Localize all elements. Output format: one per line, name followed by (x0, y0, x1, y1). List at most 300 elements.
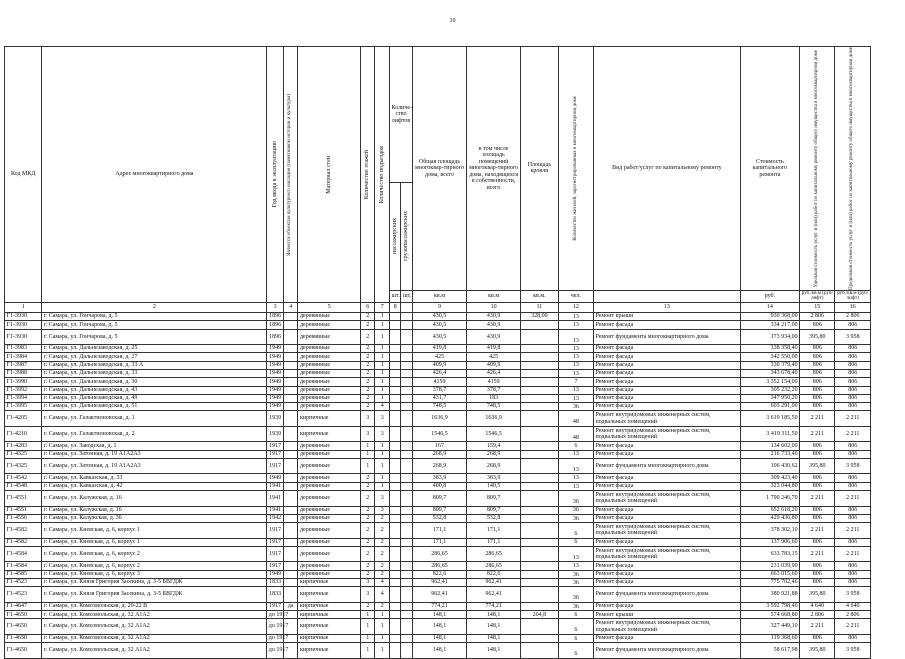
cell-residents: 13 (558, 458, 593, 474)
cell-cost: 343 678,40 (740, 369, 799, 377)
cell-total-area: 425 (412, 353, 466, 361)
cell-residents: 48 (558, 426, 593, 442)
cell-elev-f (401, 369, 412, 377)
cell-residents: 6 (558, 611, 593, 619)
header-works: Вид работ/услуг по капитальному ремонту (594, 47, 741, 291)
cell-premises-area: 822,6 (467, 570, 521, 578)
cell-works: Ремонт фасада (594, 378, 741, 386)
cell-code: Г1-4556 (5, 514, 42, 522)
cell-unit-cost: 806 (800, 361, 835, 369)
cell-address: г. Самара, ул. Киевская, д. 6, корпус 2 (42, 546, 267, 562)
cell-roof-area (521, 458, 558, 474)
header-unit-cost-text: Удельная стоимость услуг и (или) работ по капитальному ремонту общего имущества в многоквартирном доме (814, 49, 820, 288)
cell-code: Г1-3984 (5, 353, 42, 361)
cell-elev-p (390, 353, 401, 361)
unit-premises-area: кв.м (467, 290, 521, 302)
cell-premises-area: 183 (467, 394, 521, 402)
cell-unit-cost: 395,80 (800, 458, 835, 474)
cell-floors: 2 (360, 361, 375, 369)
cell-elev-f (401, 482, 412, 490)
cell-heritage: да (283, 602, 298, 610)
cell-year: до 1917 (267, 643, 284, 659)
cell-works: Ремонт фасада (594, 506, 741, 514)
cell-limit-cost: 2 211 (835, 411, 871, 427)
cell-address: г. Самара, ул. Калужская, д. 36 (42, 514, 267, 522)
cell-premises-area: 962,41 (467, 579, 521, 587)
cell-total-area: 419,8 (412, 345, 466, 353)
cell-floors: 1 (360, 458, 375, 474)
table-row (5, 312, 871, 320)
cell-limit-cost: 806 (835, 353, 871, 361)
header-limit-cost (835, 47, 871, 291)
cell-premises-area: 140,5 (467, 482, 521, 490)
cell-roof-area (521, 394, 558, 402)
cell-limit-cost: 806 (835, 450, 871, 458)
cell-entrances: 1 (375, 442, 390, 450)
cell-floors: 1 (360, 450, 375, 458)
cell-floors: 2 (360, 562, 375, 570)
cell-roof-area (521, 562, 558, 570)
cell-total-area: 378,7 (412, 386, 466, 394)
cell-residents: 36 (558, 514, 593, 522)
cell-premises-area: 430,9 (467, 312, 521, 320)
unit-unit-cost: руб./кв.м (руб/лифт) (800, 290, 835, 302)
cell-cost: 134 602,00 (740, 442, 799, 450)
cell-roof-area (521, 546, 558, 562)
cell-floors: 2 (360, 329, 375, 345)
cell-elev-p (390, 312, 401, 320)
cell-premises-area: 148,1 (467, 619, 521, 635)
cell-residents: 13 (558, 562, 593, 570)
cell-unit-cost: 806 (800, 369, 835, 377)
cell-unit-cost: 806 (800, 634, 835, 642)
cell-limit-cost: 3 958 (835, 643, 871, 659)
cell-residents: 13 (558, 353, 593, 361)
cell-total-area: 286,65 (412, 562, 466, 570)
cell-heritage (283, 491, 298, 507)
cell-total-area: 1636,9 (412, 411, 466, 427)
cell-premises-area: 419,8 (467, 345, 521, 353)
cell-floors: 3 (360, 579, 375, 587)
cell-material: деревянные (298, 523, 360, 539)
cell-limit-cost: 806 (835, 482, 871, 490)
cell-material: деревянные (298, 506, 360, 514)
cell-elev-p (390, 562, 401, 570)
cell-material: деревянные (298, 450, 360, 458)
cell-code: Г1-3988 (5, 369, 42, 377)
header-material (298, 47, 360, 303)
cell-residents: 36 (558, 587, 593, 603)
cell-floors: 2 (360, 538, 375, 546)
cell-unit-cost: 2 211 (800, 491, 835, 507)
cell-unit-cost: 806 (800, 506, 835, 514)
cell-cost: 930 368,00 (740, 312, 799, 320)
header-unit-cost (800, 47, 835, 291)
cell-year: 1949 (267, 369, 284, 377)
cell-roof-area (521, 411, 558, 427)
cell-residents: 6 (558, 442, 593, 450)
cell-cost: 1 790 246,70 (740, 491, 799, 507)
cell-limit-cost: 806 (835, 321, 871, 329)
cell-elev-p (390, 506, 401, 514)
cell-total-area: 426,4 (412, 369, 466, 377)
cell-entrances: 2 (375, 546, 390, 562)
cell-cost: 429 436,80 (740, 514, 799, 522)
cell-year: 1949 (267, 394, 284, 402)
cell-works: Ремонт фасада (594, 579, 741, 587)
table-row (5, 369, 871, 377)
cell-year: 1941 (267, 491, 284, 507)
cell-works: Ремонт внутридомовых инженерных систем, подвальных помещений (594, 426, 741, 442)
cell-elev-p (390, 411, 401, 427)
cell-elev-p (390, 619, 401, 635)
cell-address: г. Самара, ул. Гончарова, д. 5 (42, 312, 267, 320)
cell-floors: 2 (360, 474, 375, 482)
cell-elev-f (401, 321, 412, 329)
cell-works: Ремонт фасада (594, 562, 741, 570)
unit-elev-f: шт. (401, 290, 412, 302)
cell-heritage (283, 506, 298, 514)
cell-unit-cost: 806 (800, 474, 835, 482)
cell-elev-p (390, 378, 401, 386)
unit-roof-area: кв.м. (521, 290, 558, 302)
cell-code: Г1-4582 (5, 538, 42, 546)
cell-limit-cost: 2 211 (835, 523, 871, 539)
cell-total-area: 748,5 (412, 403, 466, 411)
cell-code: Г1-4551 (5, 506, 42, 514)
header-residents (558, 47, 593, 291)
cell-address: г. Самара, ул. Дальнезаводская, д. 25 (42, 345, 267, 353)
header-heritage (283, 47, 298, 303)
cell-year: 1949 (267, 361, 284, 369)
cell-entrances: 2 (375, 538, 390, 546)
cell-elev-f (401, 611, 412, 619)
cell-cost: 330 379,40 (740, 361, 799, 369)
cell-material: кирпичные (298, 579, 360, 587)
header-freight (401, 182, 412, 290)
cell-limit-cost: 3 958 (835, 587, 871, 603)
cell-entrances: 3 (375, 491, 390, 507)
cell-address: г. Самара, ул. Кавказская, д. 33 (42, 474, 267, 482)
cell-roof-area (521, 474, 558, 482)
cell-unit-cost: 806 (800, 378, 835, 386)
cell-entrances: 1 (375, 378, 390, 386)
cell-address: г. Самара, ул. Комсомольская, д. 20-22 В (42, 602, 267, 610)
cell-elev-p (390, 523, 401, 539)
col-num: 12 (558, 302, 593, 312)
cell-total-area: 148,1 (412, 611, 466, 619)
cell-cost: 323 044,80 (740, 482, 799, 490)
cell-elev-f (401, 312, 412, 320)
cell-roof-area (521, 321, 558, 329)
cell-residents: 6 (558, 619, 593, 635)
cell-total-area: 532,8 (412, 514, 466, 522)
table-row (5, 411, 871, 427)
cell-elev-f (401, 386, 412, 394)
cell-code: Г1-4582 (5, 523, 42, 539)
cell-elev-f (401, 345, 412, 353)
cell-unit-cost: 806 (800, 570, 835, 578)
table-row (5, 587, 871, 603)
cell-cost: 119 368,60 (740, 634, 799, 642)
cell-residents: 13 (558, 474, 593, 482)
cell-material: деревянные (298, 442, 360, 450)
cell-limit-cost: 806 (835, 386, 871, 394)
cell-entrances: 2 (375, 562, 390, 570)
cell-residents: 6 (558, 643, 593, 659)
cell-material: деревянные (298, 329, 360, 345)
cell-elev-p (390, 491, 401, 507)
cell-address: г. Самара, ул. Калужская, д. 16 (42, 491, 267, 507)
header-floors (360, 47, 375, 303)
cell-entrances: 2 (375, 570, 390, 578)
cell-roof-area (521, 491, 558, 507)
cell-limit-cost: 2 211 (835, 546, 871, 562)
cell-year: 1917 (267, 442, 284, 450)
cell-elev-p (390, 643, 401, 659)
cell-heritage (283, 321, 298, 329)
cell-entrances: 1 (375, 329, 390, 345)
table-row (5, 353, 871, 361)
cell-limit-cost: 806 (835, 345, 871, 353)
cell-floors: 2 (360, 570, 375, 578)
col-num: 8 (390, 302, 401, 312)
cell-total-area: 268,9 (412, 450, 466, 458)
cell-address: г. Самара, ул. Дальнезаводская, д. 43 (42, 386, 267, 394)
cell-roof-area (521, 579, 558, 587)
cell-year: 1917 (267, 602, 284, 610)
table-row (5, 329, 871, 345)
cell-material: деревянные (298, 394, 360, 402)
cell-residents: 36 (558, 602, 593, 610)
cell-entrances: 4 (375, 403, 390, 411)
cell-heritage (283, 514, 298, 522)
table-row (5, 579, 871, 587)
cell-address: г. Самара, ул. Комсомольская, д. 32 А1А2 (42, 634, 267, 642)
cell-works: Ремонт фасада (594, 634, 741, 642)
cell-works: Ремонт фасада (594, 514, 741, 522)
cell-entrances: 2 (375, 514, 390, 522)
cell-entrances: 3 (375, 426, 390, 442)
cell-code: Г1-4647 (5, 602, 42, 610)
cell-material: деревянные (298, 353, 360, 361)
cell-heritage (283, 345, 298, 353)
cell-unit-cost: 806 (800, 538, 835, 546)
cell-total-area: 148,1 (412, 634, 466, 642)
cell-cost: 309 423,40 (740, 474, 799, 482)
cell-material: деревянные (298, 386, 360, 394)
cell-material: деревянные (298, 403, 360, 411)
table-row (5, 403, 871, 411)
cell-material: деревянные (298, 458, 360, 474)
cell-address: г. Самара, ул. Дальнезаводская, д. 33 А (42, 361, 267, 369)
header-year (267, 47, 284, 303)
table-row (5, 386, 871, 394)
cell-unit-cost: 2 806 (800, 312, 835, 320)
cell-residents: 13 (558, 321, 593, 329)
cell-elev-p (390, 361, 401, 369)
cell-unit-cost: 2 806 (800, 611, 835, 619)
cell-total-area: 822,6 (412, 570, 466, 578)
cell-residents: 36 (558, 491, 593, 507)
cell-premises-area: 1546,5 (467, 426, 521, 442)
table-row (5, 345, 871, 353)
cell-material: деревянные (298, 491, 360, 507)
cell-address: г. Самара, ул. Затонная, д. 19 А1А2А3 (42, 458, 267, 474)
cell-material: кирпичные (298, 643, 360, 659)
cell-floors: 1 (360, 643, 375, 659)
cell-premises-area: 159,4 (467, 442, 521, 450)
cell-cost: 3 419 311,50 (740, 426, 799, 442)
cell-address: г. Самара, ул. Гончарова, д. 5 (42, 329, 267, 345)
cell-total-area: 148,1 (412, 619, 466, 635)
cell-unit-cost: 806 (800, 386, 835, 394)
cell-works: Ремонт фундамента многоквартирного дома (594, 329, 741, 345)
cell-elev-p (390, 345, 401, 353)
cell-residents: 13 (558, 482, 593, 490)
cell-floors: 2 (360, 345, 375, 353)
cell-roof-area (521, 538, 558, 546)
cell-material: деревянные (298, 570, 360, 578)
cell-heritage (283, 474, 298, 482)
cell-works: Ремонт внутридомовых инженерных систем, подвальных помещений (594, 546, 741, 562)
cell-works: Ремонт внутридомовых инженерных систем, подвальных помещений (594, 411, 741, 427)
cell-cost: 603 291,00 (740, 403, 799, 411)
cell-residents: 36 (558, 579, 593, 587)
cell-total-area: 809,7 (412, 506, 466, 514)
cell-code: Г1-3930 (5, 329, 42, 345)
cell-residents: 13 (558, 361, 593, 369)
cell-limit-cost: 2 211 (835, 619, 871, 635)
cell-elev-p (390, 321, 401, 329)
cell-roof-area (521, 353, 558, 361)
cell-works: Ремонт фасада (594, 450, 741, 458)
cell-elev-f (401, 361, 412, 369)
cell-heritage (283, 562, 298, 570)
cell-code: Г1-3983 (5, 345, 42, 353)
cell-year: 1917 (267, 546, 284, 562)
unit-residents: чел. (558, 290, 593, 302)
cell-roof-area (521, 619, 558, 635)
cell-floors: 3 (360, 426, 375, 442)
cell-entrances: 1 (375, 369, 390, 377)
cell-entrances: 1 (375, 361, 390, 369)
cell-entrances: 2 (375, 523, 390, 539)
header-code: Код МКД (5, 47, 42, 303)
cell-limit-cost: 806 (835, 538, 871, 546)
table-row (5, 523, 871, 539)
cell-premises-area: 962,41 (467, 587, 521, 603)
cell-total-area: 268,9 (412, 458, 466, 474)
cell-cost: 216 733,40 (740, 450, 799, 458)
cell-floors: 2 (360, 394, 375, 402)
cell-entrances: 1 (375, 394, 390, 402)
cell-floors: 2 (360, 321, 375, 329)
cell-cost: 305 232,20 (740, 386, 799, 394)
cell-address: г. Самара, ул. Гончарова, д. 5 (42, 321, 267, 329)
cell-limit-cost: 806 (835, 506, 871, 514)
cell-total-area: 1546,5 (412, 426, 466, 442)
cell-heritage (283, 411, 298, 427)
cell-elev-p (390, 587, 401, 603)
cell-elev-p (390, 514, 401, 522)
cell-elev-f (401, 353, 412, 361)
cell-entrances: 1 (375, 458, 390, 474)
cell-residents: 13 (558, 450, 593, 458)
cell-premises-area: 409,9 (467, 361, 521, 369)
table-row (5, 506, 871, 514)
cell-address: г. Самара, ул. Дальнезаводская, д. 51 (42, 403, 267, 411)
cell-code: Г1-4523 (5, 579, 42, 587)
cell-floors: 1 (360, 634, 375, 642)
cell-code: Г1-4523 (5, 587, 42, 603)
cell-limit-cost: 4 640 (835, 602, 871, 610)
col-num: 5 (298, 302, 360, 312)
cell-floors: 2 (360, 506, 375, 514)
unit-works (594, 290, 741, 302)
cell-address: г. Самара, ул. Калужская, д. 16 (42, 506, 267, 514)
col-num: 15 (800, 302, 835, 312)
cell-premises-area: 378,7 (467, 386, 521, 394)
cell-year: 1941 (267, 482, 284, 490)
table-row (5, 442, 871, 450)
cell-limit-cost: 806 (835, 394, 871, 402)
cell-elev-p (390, 426, 401, 442)
cell-roof-area: 328,00 (521, 312, 558, 320)
cell-works: Ремонт крыши (594, 312, 741, 320)
col-num: 4 (283, 302, 298, 312)
cell-heritage (283, 353, 298, 361)
cell-elev-p (390, 611, 401, 619)
cell-elev-f (401, 394, 412, 402)
cell-cost: 3 619 185,50 (740, 411, 799, 427)
cell-total-area: 809,7 (412, 491, 466, 507)
cell-cost: 380 921,88 (740, 587, 799, 603)
cell-roof-area: 204,8 (521, 611, 558, 619)
cell-premises-area: 171,1 (467, 538, 521, 546)
cell-floors: 2 (360, 491, 375, 507)
cell-year: 1896 (267, 321, 284, 329)
cell-entrances: 1 (375, 611, 390, 619)
cell-material: деревянные (298, 369, 360, 377)
table-row (5, 538, 871, 546)
unit-total-area: кв.м (412, 290, 466, 302)
cell-works: Ремонт фасада (594, 353, 741, 361)
cell-cost: 173 934,00 (740, 329, 799, 345)
cell-year: 1833 (267, 579, 284, 587)
cell-limit-cost: 806 (835, 562, 871, 570)
header-material-text: Материал стен (325, 155, 332, 194)
cell-address: г. Самара, ул. Киевская, д. 6, корпус 3 (42, 570, 267, 578)
header-heritage-text: Является объектом культурного наследия (памятником истории и культуры) (287, 93, 293, 256)
cell-roof-area (521, 442, 558, 450)
cell-code: Г1-4325 (5, 450, 42, 458)
cell-floors: 2 (360, 312, 375, 320)
cell-residents: 6 (558, 538, 593, 546)
cell-entrances: 2 (375, 602, 390, 610)
cell-unit-cost: 806 (800, 353, 835, 361)
cell-unit-cost: 4 640 (800, 602, 835, 610)
cell-elev-p (390, 570, 401, 578)
cell-elev-f (401, 450, 412, 458)
cell-address: г. Самара, ул. Киевская, д. 6, корпус 2 (42, 562, 267, 570)
cell-floors: 3 (360, 587, 375, 603)
cell-entrances: 1 (375, 345, 390, 353)
cell-works: Ремонт фасада (594, 394, 741, 402)
cell-cost: 327 449,10 (740, 619, 799, 635)
cell-material: деревянные (298, 514, 360, 522)
cell-year: до 1917 (268, 611, 289, 618)
